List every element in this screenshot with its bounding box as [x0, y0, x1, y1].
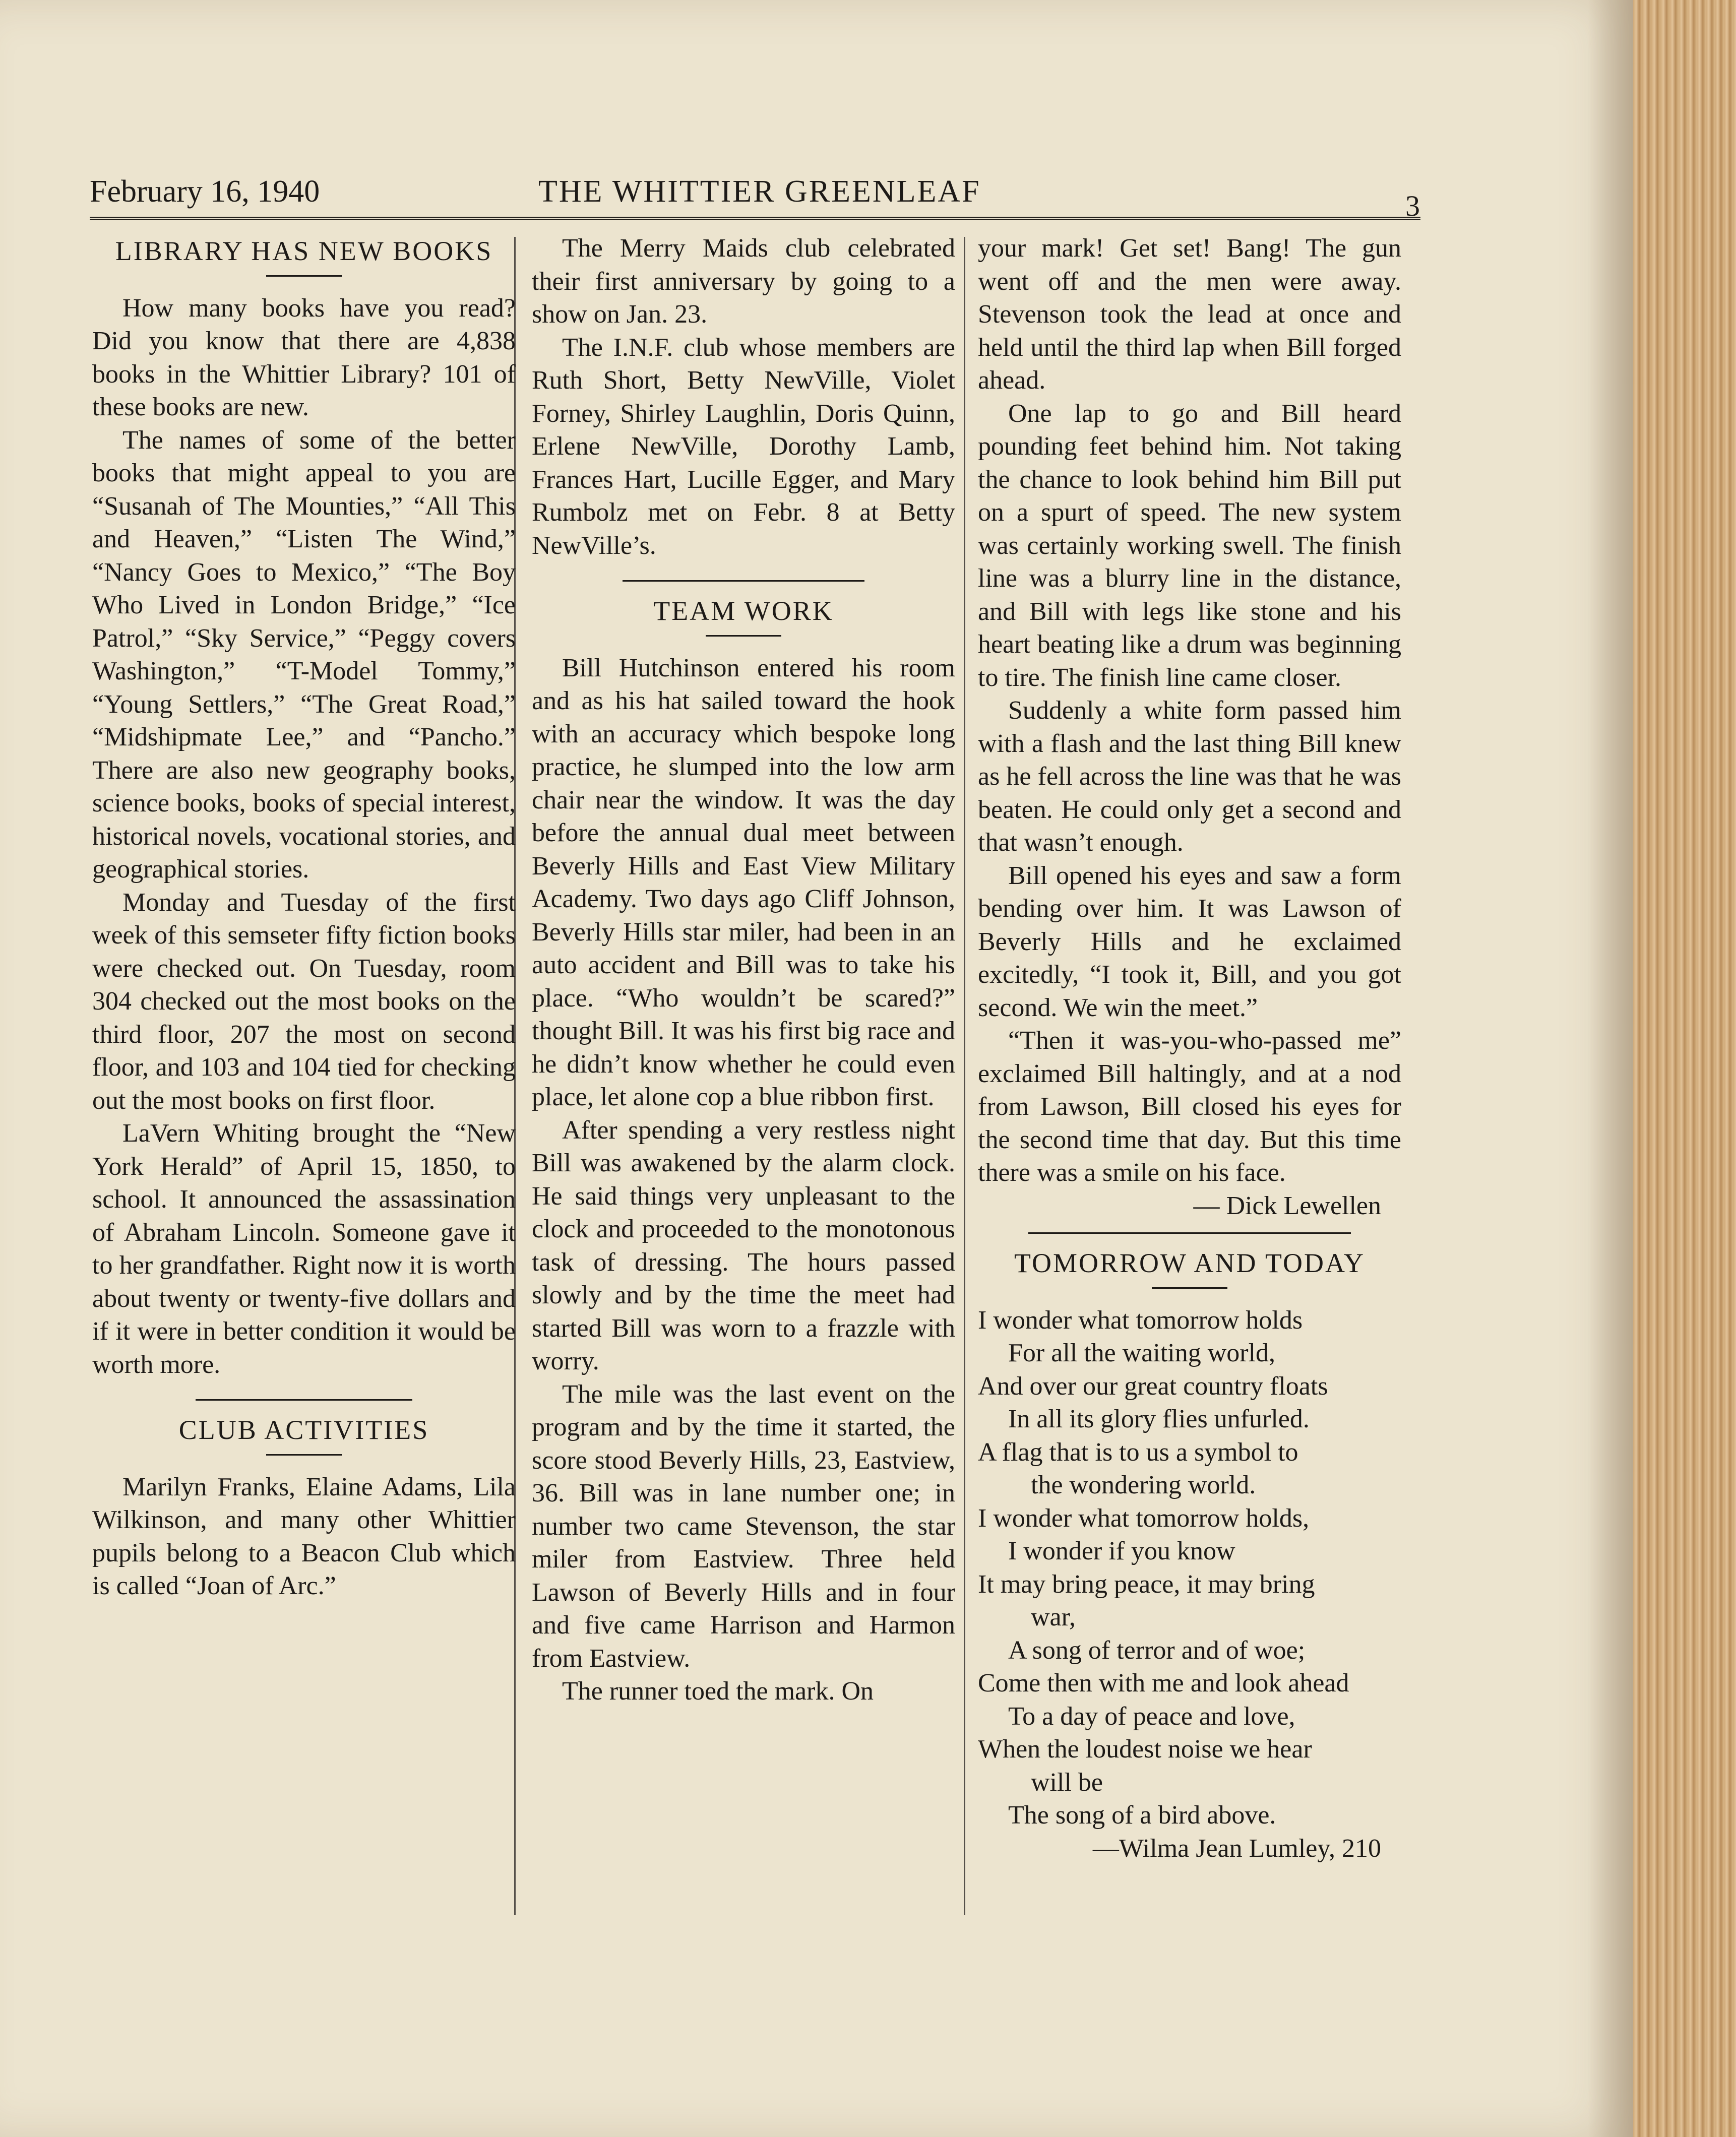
heading-rule — [1152, 1287, 1227, 1289]
story-paragraph: your mark! Get set! Bang! The gun went off and the men were away. Stevenson took the lead at once and held until the third lap when Bill forged ahead. — [978, 234, 1401, 395]
page-number: 3 — [1405, 190, 1420, 222]
section-rule — [1028, 1232, 1351, 1234]
story-paragraph: Bill opened his eyes and saw a form bending over him. It was Lawson of Beverly Hills and he exclaimed excitedly, “I took it, Bill, and you got second. We win the meet.” — [978, 861, 1401, 1022]
poem-line: I wonder if you know — [1008, 1537, 1235, 1565]
page-binding-shadow — [1588, 0, 1633, 2137]
team-work-heading: TEAM WORK — [653, 596, 834, 626]
club-paragraph: The Merry Maids club celebrated their first anniversary by going to a show on Jan. 23. — [532, 234, 955, 329]
poem-line: It may bring peace, it may bring — [978, 1569, 1315, 1599]
issue-date: February 16, 1940 — [90, 174, 320, 209]
newspaper-title: THE WHITTIER GREENLEAF — [538, 174, 981, 209]
story-paragraph: After spending a very restless night Bill was awakened by the alarm clock. He said things very unpleasant to the clock and proceeded to the monotonous task of dressing. The hours passed slowly and by the time the meet had started Bill was worn to a frazzle with worry. — [532, 1115, 955, 1375]
section-rule — [623, 580, 864, 582]
poem-line: When the loudest noise we hear — [978, 1735, 1312, 1764]
story-paragraph: Suddenly a white form passed him with a flash and the last thing Bill knew as he fell across the line was that he was beaten. He could only get a second and that wasn’t enough. — [978, 696, 1401, 857]
poem-heading: TOMORROW AND TODAY — [1014, 1248, 1366, 1278]
book-page-edges — [1633, 0, 1736, 2137]
poem-byline: —Wilma Jean Lumley, 210 — [1092, 1834, 1381, 1863]
story-paragraph: The runner toed the mark. On — [562, 1677, 874, 1706]
poem-line: the wondering world. — [1031, 1471, 1256, 1499]
story-paragraph: “Then it was-you-who-passed me” exclaimed Bill haltingly, and at a nod from Lawson, Bill closed his eyes for the second time that day. But this time there was a smile on his face. — [978, 1026, 1401, 1187]
club-heading: CLUB ACTIVITIES — [178, 1415, 429, 1445]
heading-rule — [706, 635, 781, 637]
library-paragraph: Monday and Tuesday of the first week of this semseter fifty fiction books were checked out. On Tuesday, room 304 checked out the most books on the third floor, 207 the most on second floor, and 103 and 104 tied for checking out the most books on first floor. — [92, 888, 516, 1115]
story-paragraph: The mile was the last event on the program and by the time it started, the score stood Beverly Hills, 23, Eastview, 36. Bill was in lane number one; in number two came Stevenson, the star miler from Eastview. Three held Lawson of Beverly Hills and in four and five came Harrison and Harmon from Eastview. — [532, 1379, 955, 1673]
library-paragraph: The names of some of the better books that might appeal to you are “Susanah of The Mounties,” “All This and Heaven,” “Listen The Wind,” “Nancy Goes to Mexico,” “The Boy Who Lived in London Bridge,” “Ice Patrol,” “Sky Service,” “Peggy covers Washington,” “T-Model Tommy,” “Young Settlers,” “The Great Road,” “Midshipmate Lee,” and “Pancho.” There are also new geography books, science books, books of special interest, historical novels, vocational stories, and geographical stories. — [92, 425, 516, 884]
poem-line: The song of a bird above. — [1008, 1801, 1276, 1830]
poem-line: Come then with me and look ahead — [978, 1669, 1349, 1698]
poem-line: A song of terror and of woe; — [1008, 1636, 1306, 1665]
heading-rule — [266, 275, 342, 277]
club-paragraph: Marilyn Franks, Elaine Adams, Lila Wilkinson, and many other Whittier pupils belong to a Beacon Club which is called “Joan of Arc.” — [92, 1472, 516, 1600]
poem-line: I wonder what tomorrow holds, — [978, 1503, 1310, 1533]
poem-line: war, — [1031, 1603, 1076, 1631]
library-heading: LIBRARY HAS NEW BOOKS — [115, 236, 493, 266]
poem-line: And over our great country floats — [978, 1371, 1328, 1401]
library-paragraph: How many books have you read? Did you know that there are 4,838 books in the Whittier Library? 101 of these books are new. — [92, 293, 516, 421]
heading-rule — [266, 1454, 342, 1456]
poem-line: I wonder what tomorrow holds — [978, 1305, 1303, 1335]
header-rule — [90, 217, 1420, 220]
column-divider-2 — [964, 237, 965, 1915]
story-paragraph: Bill Hutchinson entered his room and as his hat sailed toward the hook with an accuracy which bespoke long practice, he slumped into the low arm chair near the window. It was the day before the annual dual meet between Beverly Hills and East View Military Academy. Two days ago Cliff Johnson, Beverly Hills star miler, had been in an auto accident and Bill was to take his place. “Who wouldn’t be scared?” thought Bill. It was his first big race and he didn’t know whether he could even place, let alone cop a blue ribbon first. — [532, 653, 955, 1111]
section-rule — [196, 1399, 412, 1401]
poem-body — [978, 1304, 1401, 1832]
club-paragraph: The I.N.F. club whose members are Ruth Short, Betty NewVille, Violet Forney, Shirley Laughlin, Doris Quinn, Erlene NewVille, Dorothy Lamb, Frances Hart, Lucille Egger, and Mary Rumbolz met on Febr. 8 at Betty NewVille’s. — [532, 333, 955, 560]
page-header — [90, 169, 1420, 222]
story-paragraph: One lap to go and Bill heard pounding feet behind him. Not taking the chance to look behind him Bill put on a spurt of speed. The new system was certainly working swell. The finish line was a blurry line in the distance, and Bill with legs like stone and his heart beating like a drum was beginning to tire. The finish line came closer. — [978, 399, 1401, 692]
poem-line: will be — [1031, 1768, 1103, 1797]
poem-line: In all its glory flies unfurled. — [1008, 1405, 1310, 1433]
column-3 — [978, 232, 1401, 1865]
poem-line: For all the waiting world, — [1008, 1339, 1276, 1367]
story-byline: — Dick Lewellen — [1193, 1191, 1381, 1220]
poem-line: To a day of peace and love, — [1008, 1702, 1295, 1731]
poem-line: A flag that is to us a symbol to — [978, 1437, 1298, 1467]
column-1 — [92, 232, 516, 1603]
column-2 — [532, 232, 955, 1708]
library-paragraph: LaVern Whiting brought the “New York Herald” of April 15, 1850, to school. It announced the assassination of Abraham Lincoln. Someone gave it to her grandfather. Right now it is worth about twenty or twenty-five dollars and if it were in better condition it would be worth more. — [92, 1119, 516, 1379]
